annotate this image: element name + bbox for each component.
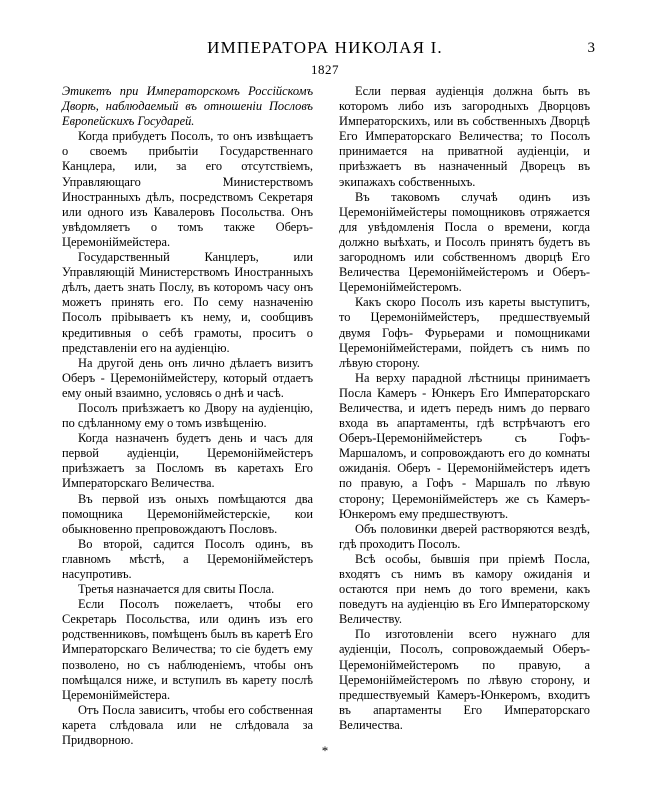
paragraph: Государственный Канцлеръ, или Управляющій Министерствомъ Иностранныхъ дѣлъ, даетъ знать Послу, въ которомъ часу онъ можетъ принять его. По сему назначенію Посолъ прibываетъ къ нему, и, сообщивъ кредитивныя о себѣ грамоты, проситъ о представленіи его на аудіенцію. [62, 250, 313, 355]
paragraph: Объ половинки дверей растворяются вездѣ, гдѣ проходитъ Посолъ. [339, 521, 590, 551]
paragraph: Отъ Посла зависитъ, чтобы его собственная карета слѣдовала или не слѣдовала за Придворною. [62, 702, 313, 748]
paragraph: На другой день онъ лично дѣлаетъ визитъ Оберъ - Церемоніймейстеру, который отдаетъ ему оный взаимно, условясь о днѣ и часѣ. [62, 355, 313, 400]
paragraph: Въ первой изъ оныхъ помѣщаются два помощника Церемоніймейстерскіе, кои обыкновенно препровождаютъ Пословъ. [62, 491, 313, 536]
paragraph: Когда назначенъ будетъ день и часъ для первой аудіенціи, Церемоніймейстеръ приѣзжаетъ за Посломъ въ каретахъ Его Императорскаго Величества. [62, 431, 313, 491]
right-column [339, 84, 590, 748]
paragraph: Если Посолъ пожелаетъ, чтобы его Секретарь Посольства, или одинъ изъ его родственниковъ, помѣщенъ былъ въ каретѣ Его Императорскаго Величества; то сіе будетъ ему позволено, но съ наблюденіемъ, чтобы онъ помѣщался ниже, и вступилъ въ карету послѣ Церемоніймейстера. [62, 597, 313, 702]
paragraph: Третья назначается для свиты Посла. [78, 582, 275, 597]
page-title: ИМПЕРАТОРА НИКОЛАЯ I. [207, 38, 443, 57]
paragraph: Какъ скоро Посолъ изъ кареты выступитъ, то Церемоніймейстеръ, предшествуемый двумя Гофъ- Фурьерами и помощниками Церемоніймейстерами, пойдетъ съ нимъ по лѣвую сторону. [339, 295, 590, 370]
paragraph: Посолъ приѣзжаетъ ко Двору на аудіенцію, по сдѣланному ему о томъ извѣщенію. [62, 400, 313, 431]
page-header [0, 38, 650, 58]
section-intro: Этикетъ при Императорскомъ Россійскомъ Дворѣ, наблюдаемый въ отношеніи Пословъ Европейскихъ Государей. [62, 84, 313, 129]
page-number: 3 [587, 40, 595, 56]
paragraph: Всѣ особы, бывшія при пріемѣ Посла, входятъ съ нимъ въ камору ожиданія и остаются при немъ до того времени, какъ поведутъ на аудіенцію въ Его Императорскому Величеству. [339, 551, 590, 627]
paragraph: По изготовленіи всего нужнаго для аудіенціи, Посолъ, сопровождаемый Оберъ-Церемоніймейстеромъ по правую, а Церемоніймейстеромъ по лѣвую сторону, и предшествуемый Камеръ-Юнкеромъ, входитъ въ апартаменты Его Императорскаго Величества. [339, 627, 590, 732]
paragraph: Во второй, садится Посолъ одинъ, въ главномъ мѣстѣ, а Церемоніймейстеръ насупротивъ. [62, 536, 313, 581]
left-column [62, 84, 313, 748]
paragraph: Въ таковомъ случаѣ одинъ изъ Церемоніймейстеры помощниковъ отряжается для увѣдомленія Посла о времени, когда должно выѣхать, и Посолъ принятъ будетъ въ загородномъ или собственномъ дворцѣ Его Величества Церемоніймейстеромъ и Оберъ-Церемоніймейстеромъ. [339, 189, 590, 295]
two-column-body [62, 84, 590, 748]
paragraph: Когда прибудетъ Посолъ, то онъ извѣщаетъ о своемъ прибытіи Государственнаго Канцлера, или, за его отсутствіемъ, Управляющаго Министерствомъ Иностранныхъ дѣлъ, посредствомъ Секретаря или одного изъ Кавалеровъ Посольства. Онъ увѣдомляетъ о томъ также Оберъ-Церемоніймейстера. [62, 129, 313, 249]
paragraph: Если первая аудіенція должна быть въ которомъ либо изъ загородныхъ Дворцовъ Императорскихъ, или въ собственныхъ Дворцѣ Его Императорскаго Величества; то Посолъ принимается на приватной аудіенціи, и приѣзжаетъ въ назначенный Дворецъ въ экипажахъ собственныхъ. [339, 84, 590, 189]
footer-mark: * [321, 743, 329, 758]
paragraph: На верху парадной лѣстницы принимаетъ Посла Камеръ - Юнкеръ Его Императорскаго Величества, и идетъ передъ нимъ до перваго входа въ апартаменты, гдѣ встрѣчаютъ его Оберъ-Церемоніймейстеръ съ Гофъ-Маршаломъ, и сопровождаютъ его до комнаты ожиданія. Оберъ - Церемоніймейстеръ идетъ по правую, а Гофъ - Маршалъ по лѣвую сторону; Церемоніймейстеръ же съ Камеръ-Юнкеромъ ему предшествуютъ. [339, 370, 590, 521]
year-label: 1827 [311, 62, 339, 77]
